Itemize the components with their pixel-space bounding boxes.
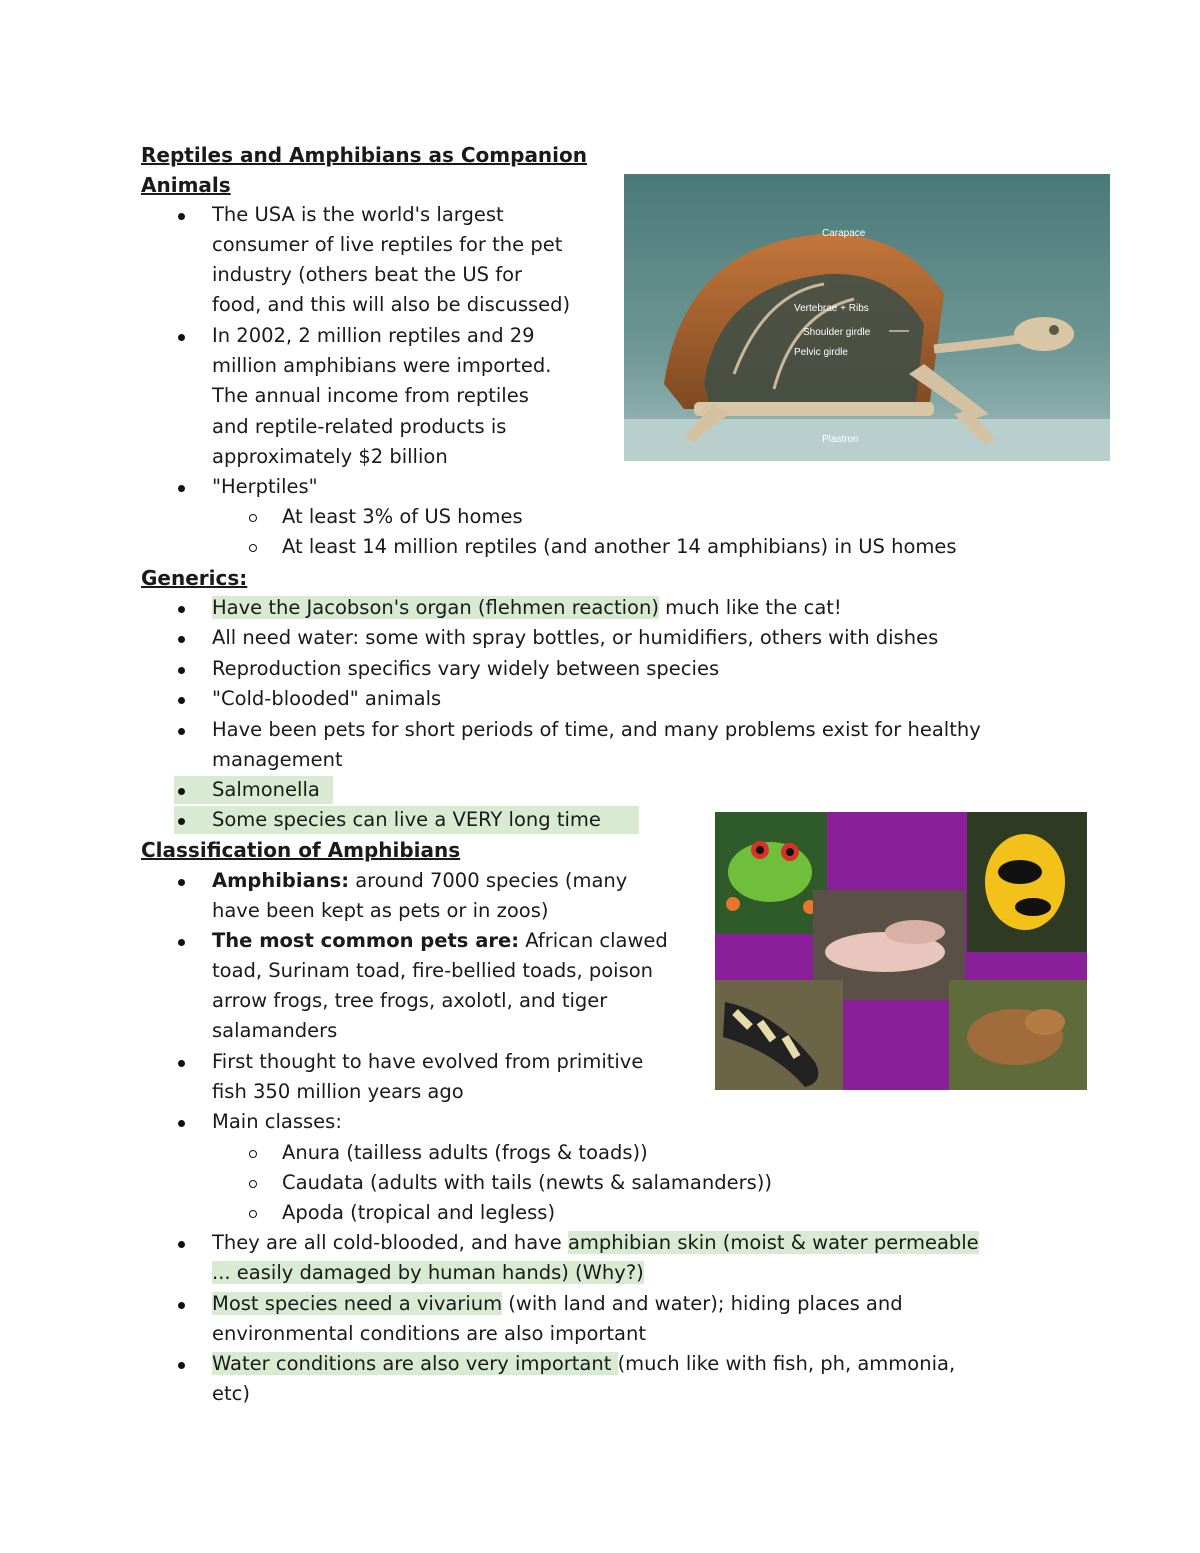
bullet-text: toad, Surinam toad, fire-bellied toads, poison bbox=[212, 959, 654, 982]
bullet bbox=[178, 1060, 185, 1067]
bullet-text: First thought to have evolved from primitive bbox=[212, 1050, 644, 1073]
bullet bbox=[178, 636, 185, 643]
bullet bbox=[178, 818, 185, 825]
bullet-text bbox=[212, 926, 668, 956]
bullet-text: The annual income from reptiles bbox=[212, 384, 529, 407]
sub-bullet-text: Anura (tailless adults (frogs & toads)) bbox=[282, 1141, 648, 1164]
bullet-text: approximately $2 billion bbox=[212, 445, 448, 468]
bullet-text: "Cold-blooded" animals bbox=[212, 687, 442, 710]
turtle-skeleton-image bbox=[624, 174, 1110, 461]
highlight: ... easily damaged by human hands) (Why?) bbox=[212, 1261, 644, 1284]
highlight: Salmonella bbox=[212, 778, 320, 801]
classification-title: Classification of Amphibians bbox=[141, 838, 461, 862]
bullet bbox=[178, 1362, 185, 1369]
bullet-text bbox=[212, 1228, 979, 1258]
bullet bbox=[178, 213, 185, 220]
bullet-text bbox=[212, 1349, 955, 1379]
bullet-text bbox=[212, 1258, 644, 1288]
section-title-line2: Animals bbox=[141, 173, 231, 197]
label-carapace: Carapace bbox=[822, 228, 866, 239]
highlight: Most species need a vivarium bbox=[212, 1292, 503, 1315]
text: much like the cat! bbox=[658, 596, 842, 619]
bullet-text: Reproduction specifics vary widely between species bbox=[212, 657, 720, 680]
sub-bullet-text: Caudata (adults with tails (newts & salamanders)) bbox=[282, 1171, 772, 1194]
bullet-text: fish 350 million years ago bbox=[212, 1080, 464, 1103]
bullet-text bbox=[212, 866, 627, 896]
bullet bbox=[178, 939, 185, 946]
bold-text: The most common pets are: bbox=[212, 929, 519, 952]
bullet bbox=[178, 606, 185, 613]
label-pelvic-girdle: Pelvic girdle bbox=[794, 347, 848, 358]
bold-text: Amphibians: bbox=[212, 869, 350, 892]
bullet-text: management bbox=[212, 748, 343, 771]
highlight: Some species can live a VERY long time bbox=[212, 808, 601, 831]
bullet-text: food, and this will also be discussed) bbox=[212, 293, 571, 316]
bullet bbox=[178, 667, 185, 674]
text: (much like with fish, ph, ammonia, bbox=[617, 1352, 956, 1375]
bullet bbox=[178, 728, 185, 735]
sub-bullet-text: At least 14 million reptiles (and another 14 amphibians) in US homes bbox=[282, 535, 957, 558]
bullet-text bbox=[212, 805, 601, 835]
highlight: amphibian skin (moist & water permeable bbox=[567, 1231, 979, 1254]
sub-bullet-text: At least 3% of US homes bbox=[282, 505, 523, 528]
generics-title: Generics: bbox=[141, 566, 248, 590]
sub-bullet bbox=[249, 1150, 257, 1158]
text: around 7000 species (many bbox=[349, 869, 628, 892]
bullet-text: consumer of live reptiles for the pet bbox=[212, 233, 563, 256]
bullet bbox=[178, 1241, 185, 1248]
sub-bullet bbox=[249, 544, 257, 552]
bullet-text: have been kept as pets or in zoos) bbox=[212, 899, 549, 922]
bullet-text: industry (others beat the US for bbox=[212, 263, 523, 286]
bullet-text: Have been pets for short periods of time, and many problems exist for healthy bbox=[212, 718, 981, 741]
bullet-text: All need water: some with spray bottles, or humidifiers, others with dishes bbox=[212, 626, 939, 649]
bullet-text: In 2002, 2 million reptiles and 29 bbox=[212, 324, 535, 347]
bullet-text bbox=[212, 1289, 903, 1319]
bullet-text: etc) bbox=[212, 1382, 250, 1405]
label-plastron: Plastron bbox=[822, 434, 859, 445]
label-shoulder-girdle: Shoulder girdle bbox=[803, 327, 871, 338]
sub-bullet bbox=[249, 514, 257, 522]
bullet-text: arrow frogs, tree frogs, axolotl, and tiger bbox=[212, 989, 608, 1012]
text: African clawed bbox=[519, 929, 668, 952]
sub-bullet bbox=[249, 1180, 257, 1188]
bullet-text: Main classes: bbox=[212, 1110, 342, 1133]
sub-bullet-text: Apoda (tropical and legless) bbox=[282, 1201, 556, 1224]
bullet-text: and reptile-related products is bbox=[212, 415, 507, 438]
bullet-text: million amphibians were imported. bbox=[212, 354, 552, 377]
bullet bbox=[178, 1120, 185, 1127]
bullet bbox=[178, 334, 185, 341]
text: They are all cold-blooded, and have bbox=[212, 1231, 568, 1254]
bullet-text bbox=[212, 593, 842, 623]
bullet bbox=[178, 1302, 185, 1309]
sub-bullet bbox=[249, 1210, 257, 1218]
bullet-text: environmental conditions are also important bbox=[212, 1322, 646, 1345]
bullet-text: "Herptiles" bbox=[212, 475, 318, 498]
highlight: Water conditions are also very important bbox=[212, 1352, 618, 1375]
bullet-text bbox=[212, 775, 320, 805]
bullet bbox=[178, 697, 185, 704]
text: (with land and water); hiding places and bbox=[502, 1292, 903, 1315]
bullet-text: The USA is the world's largest bbox=[212, 203, 504, 226]
label-vertebrae: Vertebrae + Ribs bbox=[794, 303, 869, 314]
section-title-line1: Reptiles and Amphibians as Companion bbox=[141, 143, 588, 167]
bullet bbox=[178, 485, 185, 492]
highlight: Have the Jacobson's organ (flehmen reaction) bbox=[212, 596, 659, 619]
bullet bbox=[178, 879, 185, 886]
bullet bbox=[178, 788, 185, 795]
bullet-text: salamanders bbox=[212, 1019, 338, 1042]
amphibians-collage-image bbox=[715, 812, 1087, 1090]
